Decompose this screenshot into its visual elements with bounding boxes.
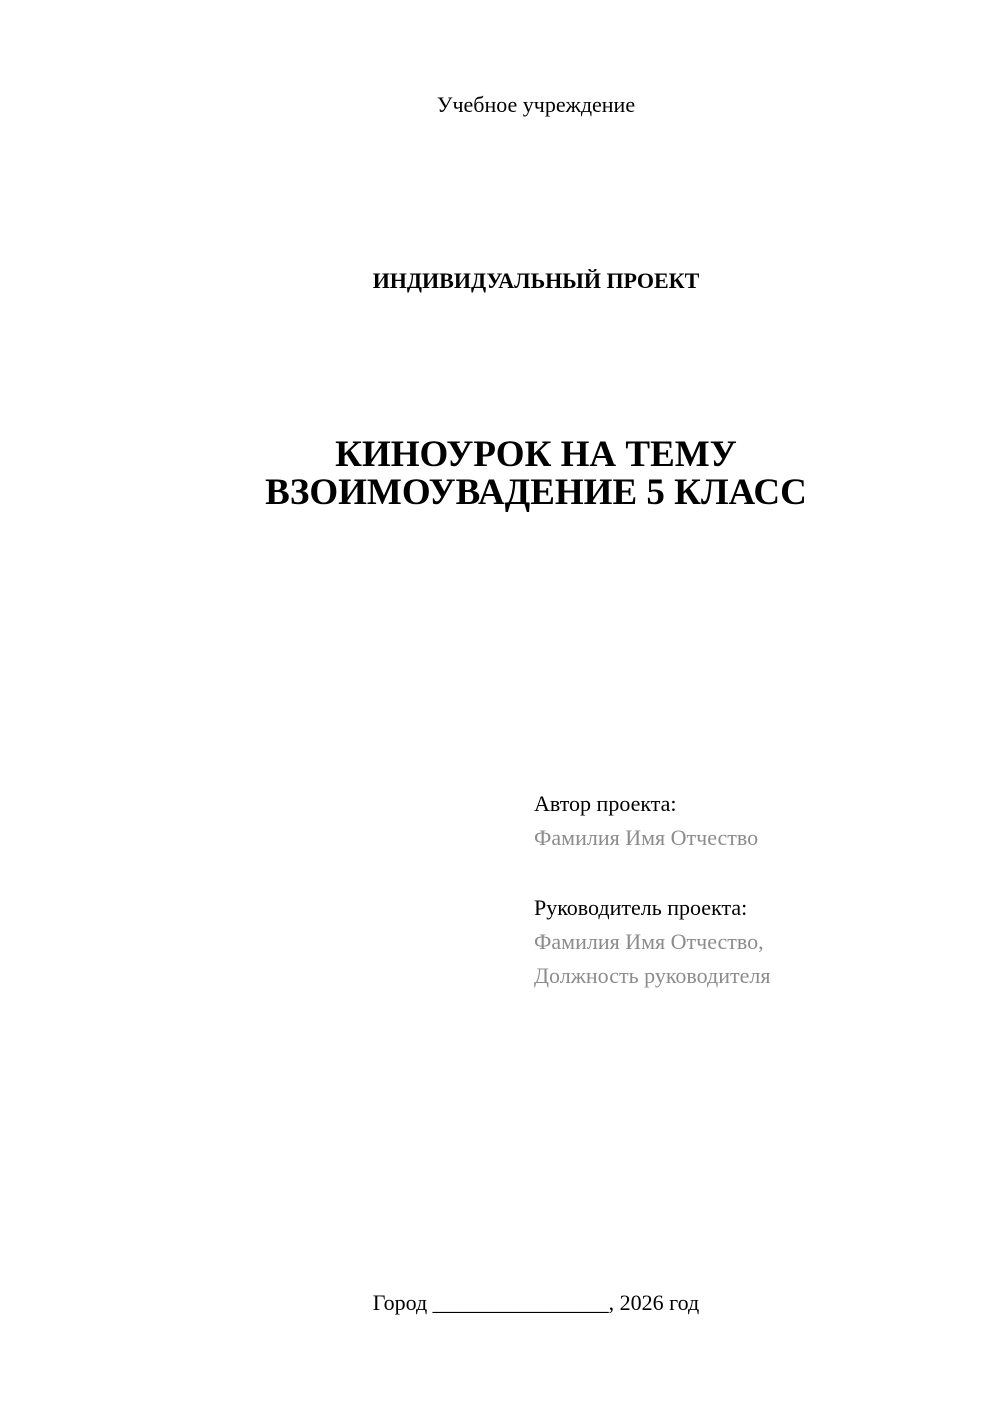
city-year-footer: Город ________________, 2026 год bbox=[372, 1290, 700, 1315]
project-title-line-2: ВЗОИМОУВАДЕНИЕ 5 КЛАСС bbox=[265, 472, 807, 513]
info-spacer bbox=[534, 855, 770, 891]
project-title bbox=[0, 436, 1000, 512]
institution-name: Учебное учреждение bbox=[436, 92, 636, 117]
project-info-block bbox=[534, 787, 770, 993]
author-name: Фамилия Имя Отчество bbox=[534, 825, 759, 850]
project-title-line-1: КИНОУРОК НА ТЕМУ bbox=[335, 434, 737, 475]
supervisor-label: Руководитель проекта: bbox=[534, 895, 748, 920]
author-label: Автор проекта: bbox=[534, 791, 677, 816]
project-type-heading: ИНДИВИДУАЛЬНЫЙ ПРОЕКТ bbox=[372, 268, 700, 293]
supervisor-name: Фамилия Имя Отчество, bbox=[534, 929, 764, 954]
supervisor-position: Должность руководителя bbox=[534, 963, 771, 988]
